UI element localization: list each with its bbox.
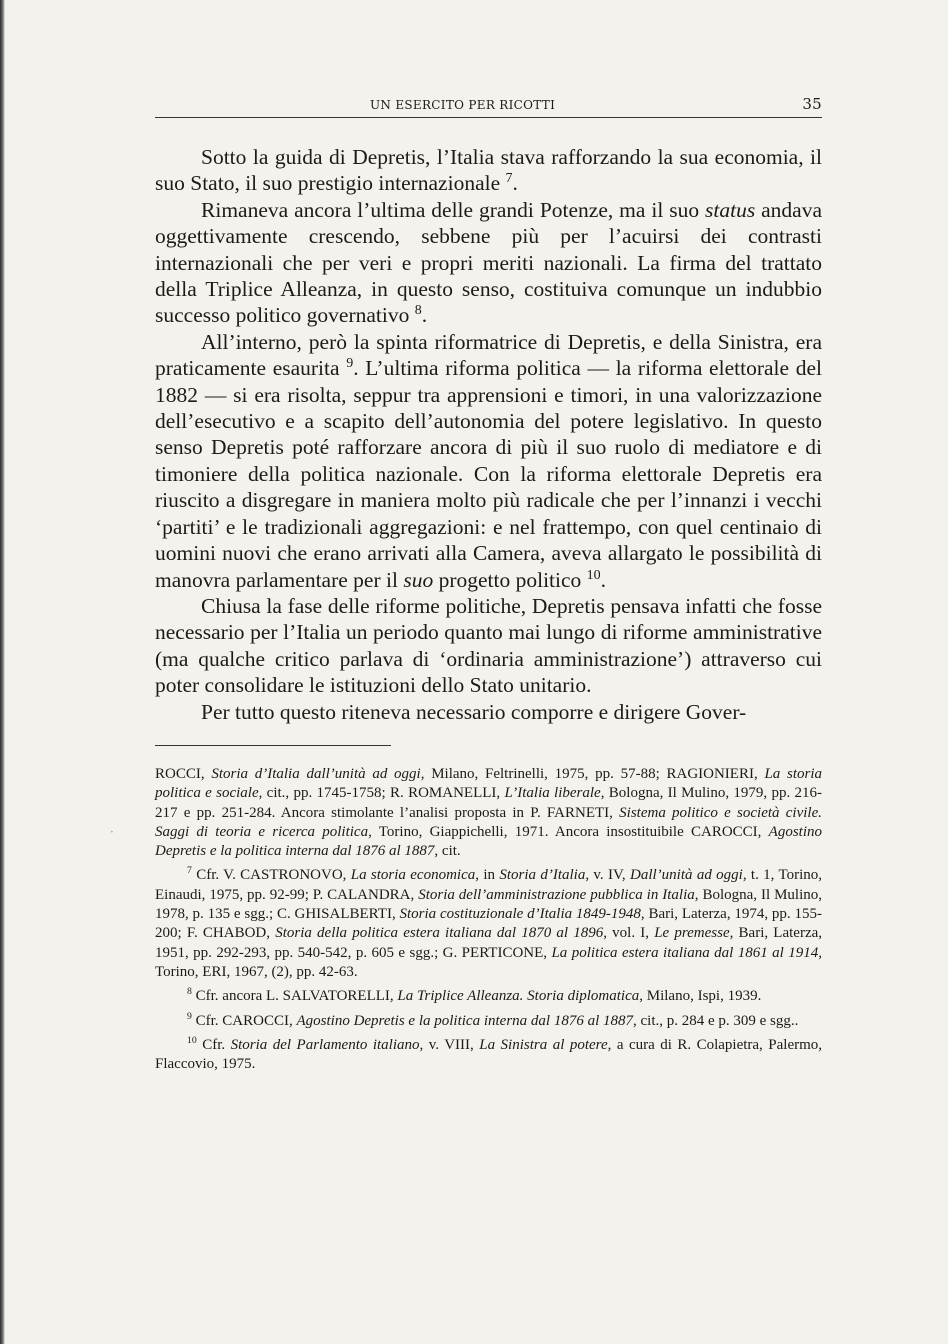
margin-speck: ·	[110, 825, 114, 839]
body-paragraph: Chiusa la fase delle riforme politiche, Depretis pensava infatti che fosse necessario per l’Italia un periodo quanto mai lungo di riforme amministrative (ma qualche critico parlava di ‘ordinaria amministrazione’) attraverso cui poter consolidare le istituzioni dello Stato unitario.	[155, 593, 822, 698]
body-paragraph: Rimaneva ancora l’ultima delle grandi Potenze, ma il suo status andava oggettivamente crescendo, sebbene più per l’acuirsi dei contrasti internazionali che per veri e propri meriti nazionali. La firma del trattato della Triplice Alleanza, in questo senso, costituiva comunque un indubbio successo politico governativo $^8$.	[155, 197, 822, 328]
body-paragraph: Per tutto questo riteneva necessario comporre e dirigere Gover-	[201, 699, 747, 724]
footnote-10: $^{10}$ Cfr. Storia del Parlamento italiano, v. VIII, La Sinistra al potere, a cura di R. Colapietra, Palermo, Flaccovio, 1975.	[155, 1034, 823, 1073]
page-binding-edge	[0, 0, 5, 1344]
book-page	[155, 95, 822, 1079]
footnote-continuation: ROCCI, Storia d’Italia dall’unità ad oggi, Milano, Feltrinelli, 1975, pp. 57-88; RAGIONIERI, La storia politica e sociale, cit., pp. 1745-1758; R. ROMANELLI, L’Italia liberale, Bologna, Il Mulino, 1979, pp. 216-217 e pp. 251-284. Ancora stimolante l’analisi proposta in P. FARNETI, Sistema politico e società civile. Saggi di teoria e ricerca politica, Torino, Giappichelli, 1971. Ancora insostituibile CAROCCI, Agostino Depretis e la politica interna dal 1876 al 1887, cit.	[155, 765, 823, 860]
footnote-7: $^7$ Cfr. V. CASTRONOVO, La storia economica, in Storia d’Italia, v. IV, Dall’unità ad oggi, t. 1, Torino, Einaudi, 1975, pp. 92-99; P. CALANDRA, Storia dell’amministrazione pubblica in Italia, Bologna, Il Mulino, 1978, p. 135 e sgg.; C. GHISALBERTI, Storia costituzionale d’Italia 1849-1948, Bari, Laterza, 1974, pp. 155-200; F. CHABOD, Storia della politica estera italiana dal 1870 al 1896, vol. I, Le premesse, Bari, Laterza, 1951, pp. 292-293, pp. 540-542, p. 605 e sgg.; G. PERTICONE, La politica estera italiana dal 1861 al 1914, Torino, ERI, 1967, (2), pp. 42-63.	[155, 865, 823, 980]
body-paragraph: All’interno, però la spinta riformatrice di Depretis, e della Sinistra, era praticamente esaurita $^9$. L’ultima riforma politica — la riforma elettorale del 1882 — si era risolta, seppur tra apprensioni e timori, in una valorizzazione dell’esecutivo e a scapito dell’autonomia del potere legislativo. In questo senso Depretis poté rafforzare ancora di più il suo ruolo di mediatore e di timoniere della politica nazionale. Con la riforma elettorale Depretis era riuscito a disgregare in maniera molto più radicale che per l’innanzi i vecchi ‘partiti’ e le tradizionali aggregazioni: e nel frattempo, con quel centinaio di uomini nuovi che erano arrivati alla Camera, aveva allargato le possibilità di manovra parlamentare per il suo progetto politico $^{10}$.	[155, 329, 822, 592]
running-title: UN ESERCITO PER RICOTTI	[370, 98, 556, 112]
body-text	[155, 144, 822, 725]
footnotes	[155, 765, 822, 1074]
footnote-rule	[155, 745, 391, 746]
running-header	[155, 95, 822, 118]
body-paragraph: Sotto la guida di Depretis, l’Italia stava rafforzando la sua economia, il suo Stato, il suo prestigio internazionale $^7$.	[155, 145, 822, 196]
footnote-8: $^8$ Cfr. ancora L. SALVATORELLI, La Triplice Alleanza. Storia diplomatica, Milano, Ispi, 1939.	[187, 986, 762, 1005]
footnote-9: $^9$ Cfr. CAROCCI, Agostino Depretis e la politica interna dal 1876 al 1887, cit., p. 284 e p. 309 e sgg..	[187, 1010, 799, 1029]
page-number: 35	[802, 95, 822, 113]
